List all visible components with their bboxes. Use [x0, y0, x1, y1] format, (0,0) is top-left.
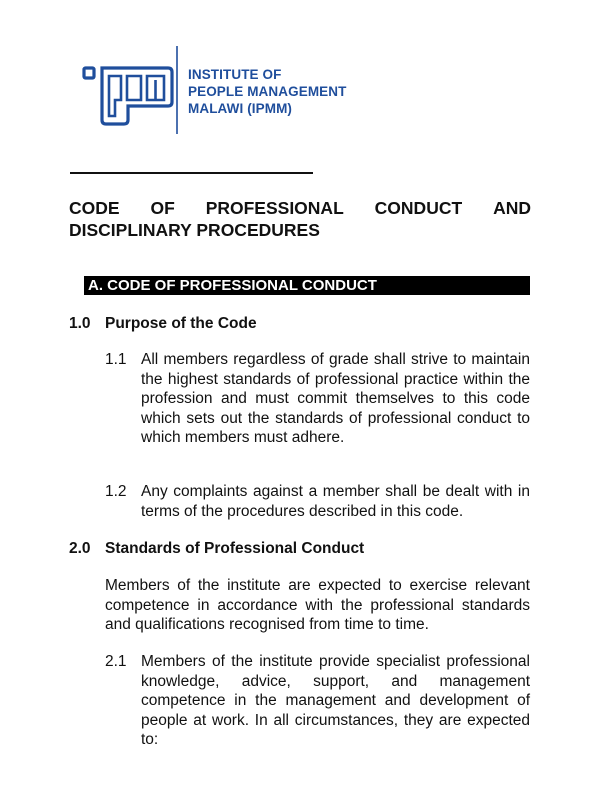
clause-1-1 — [105, 350, 530, 448]
section-1-heading — [69, 314, 257, 334]
clause-number: 2.1 — [105, 653, 127, 670]
clause-text: Members of the institute provide specialist professional knowledge, advice, support, and management competence in the management and development of people at work. In all circumstances, they are expected to: — [141, 653, 530, 748]
title-word: CODE — [69, 198, 120, 218]
section-2-number: 2.0 — [69, 540, 91, 557]
document-title — [69, 197, 531, 241]
section-1-number: 1.0 — [69, 315, 91, 332]
logo-line-3: MALAWI (IPMM) — [188, 101, 293, 116]
header-rule — [70, 172, 313, 174]
clause-number: 1.2 — [105, 483, 127, 500]
logo-line-2: PEOPLE MANAGEMENT — [188, 84, 347, 99]
title-word: CONDUCT — [374, 198, 463, 218]
title-word: AND — [493, 198, 531, 218]
logo-line-1: INSTITUTE OF — [188, 67, 282, 82]
clause-text: All members regardless of grade shall strive to maintain the highest standards of professional practice within the profession and must commit themselves to this code which sets out the standards of professional conduct to which members must adhere. — [141, 351, 530, 446]
title-word: OF — [150, 198, 175, 218]
title-line-2: DISCIPLINARY PROCEDURES — [69, 220, 320, 240]
section-2-title: Standards of Professional Conduct — [105, 540, 365, 557]
section-a-heading: A. CODE OF PROFESSIONAL CONDUCT — [84, 276, 530, 295]
clause-1-2 — [105, 482, 530, 521]
title-word: PROFESSIONAL — [205, 198, 344, 218]
section-2-intro: Members of the institute are expected to exercise relevant competence in accordance with the professional standards and qualifications recognised from time to time. — [105, 577, 530, 633]
clause-2-1 — [105, 652, 530, 750]
clause-number: 1.1 — [105, 351, 127, 368]
clause-text: Any complaints against a member shall be dealt with in terms of the procedures described in this code. — [141, 483, 530, 520]
logo-wordmark — [188, 66, 346, 117]
title-line-1 — [69, 197, 531, 219]
ipm-logo-mark-icon — [82, 46, 182, 136]
section-2-heading — [69, 539, 364, 559]
ipmm-logo — [82, 46, 382, 136]
section-1-title: Purpose of the Code — [105, 315, 257, 332]
